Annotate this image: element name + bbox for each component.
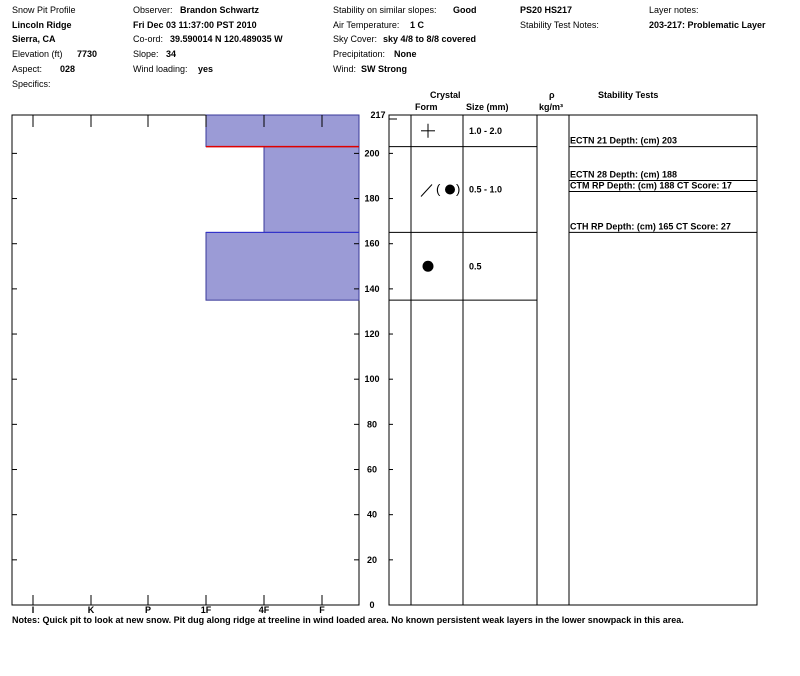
- region-name: Sierra, CA: [12, 34, 56, 44]
- wind-loading-label: Wind loading:: [133, 64, 188, 74]
- crystal-symbol-slash: [421, 185, 432, 197]
- stability-test-4: CTH RP Depth: (cm) 165 CT Score: 27: [570, 221, 731, 232]
- hardness-label-K: K: [87, 605, 95, 615]
- observation-datetime: Fri Dec 03 11:37:00 PST 2010: [133, 20, 257, 30]
- hardness-layer-3: [206, 232, 359, 300]
- observer-label: Observer:: [133, 5, 173, 15]
- sky-cover-label: Sky Cover:: [333, 34, 378, 44]
- slope-value: 34: [166, 49, 177, 59]
- stability-test-1: ECTN 21 Depth: (cm) 203: [570, 135, 678, 146]
- specifics-label: Specifics:: [12, 79, 51, 89]
- size-header: Size (mm): [466, 102, 509, 112]
- crystal-symbol-dot: [445, 185, 455, 195]
- notes-text: Notes: Quick pit to look at new snow. Pit dug along ridge at treeline in wind loaded area. No known persistent weak layers in the lower snowpack in this area.: [12, 615, 684, 625]
- crystal-size-2: 0.5 - 1.0: [469, 184, 503, 195]
- hardness-label-1F: 1F: [200, 605, 212, 615]
- sky-cover-value: sky 4/8 to 8/8 covered: [383, 34, 477, 44]
- depth-tick-label: 160: [364, 238, 380, 249]
- elevation-value: 7730: [77, 49, 98, 59]
- air-temp-value: 1 C: [410, 20, 425, 30]
- wind-label: Wind:: [333, 64, 357, 74]
- crystal-header: Crystal: [430, 90, 461, 100]
- depth-tick-label: 100: [364, 374, 380, 385]
- aspect-label: Aspect:: [12, 64, 43, 74]
- crystal-size-1: 1.0 - 2.0: [469, 125, 503, 136]
- depth-tick-label: 20: [366, 554, 378, 565]
- stability-value: Good: [453, 5, 477, 15]
- wind-loading-value: yes: [198, 64, 214, 74]
- location-name: Lincoln Ridge: [12, 20, 72, 30]
- coord-value: 39.590014 N 120.489035 W: [170, 34, 283, 44]
- crystal-symbol-dot: [423, 261, 434, 272]
- depth-tick-label: 120: [364, 329, 380, 340]
- wind-value: SW Strong: [361, 64, 407, 74]
- precipitation-value: None: [394, 49, 417, 59]
- observer-value: Brandon Schwartz: [180, 5, 260, 15]
- depth-tick-label: 80: [366, 419, 378, 430]
- crystal-symbol-paren-right: ): [456, 181, 461, 197]
- elevation-label: Elevation (ft): [12, 49, 63, 59]
- density-unit-header: kg/m³: [539, 102, 564, 112]
- crystal-size-3: 0.5: [469, 261, 482, 272]
- layer-notes-label: Layer notes:: [649, 5, 699, 15]
- hardness-label-P: P: [144, 605, 152, 615]
- ps-hs-value: PS20 HS217: [520, 5, 573, 15]
- air-temp-label: Air Temperature:: [333, 20, 400, 30]
- profile-title: Snow Pit Profile: [12, 5, 76, 15]
- hardness-layer-1: [206, 115, 359, 147]
- stability-test-notes-label: Stability Test Notes:: [520, 20, 599, 30]
- layer-notes-value: 203-217: Problematic Layer: [649, 20, 766, 30]
- depth-tick-label: 200: [364, 148, 380, 159]
- density-header: ρ: [549, 90, 555, 100]
- precipitation-label: Precipitation:: [333, 49, 386, 59]
- depth-tick-label: 40: [366, 509, 378, 520]
- crystal-symbol-paren-left: (: [436, 181, 441, 197]
- aspect-value: 028: [60, 64, 76, 74]
- hardness-label-F: F: [319, 605, 325, 615]
- form-header: Form: [415, 102, 438, 112]
- coord-label: Co-ord:: [133, 34, 164, 44]
- depth-tick-label: 0: [369, 600, 375, 610]
- stability-test-2: ECTN 28 Depth: (cm) 188: [570, 169, 678, 180]
- stability-tests-header: Stability Tests: [598, 90, 659, 100]
- stability-test-3: CTM RP Depth: (cm) 188 CT Score: 17: [570, 180, 732, 191]
- depth-tick-label: 180: [364, 193, 380, 204]
- hardness-label-4F: 4F: [258, 605, 270, 615]
- stability-label: Stability on similar slopes:: [333, 5, 437, 15]
- depth-tick-label: 140: [364, 283, 380, 294]
- slope-label: Slope:: [133, 49, 159, 59]
- hardness-label-I: I: [31, 605, 35, 615]
- depth-top-label: 217: [370, 110, 386, 120]
- hardness-layer-2: [264, 147, 359, 233]
- depth-tick-label: 60: [366, 464, 378, 475]
